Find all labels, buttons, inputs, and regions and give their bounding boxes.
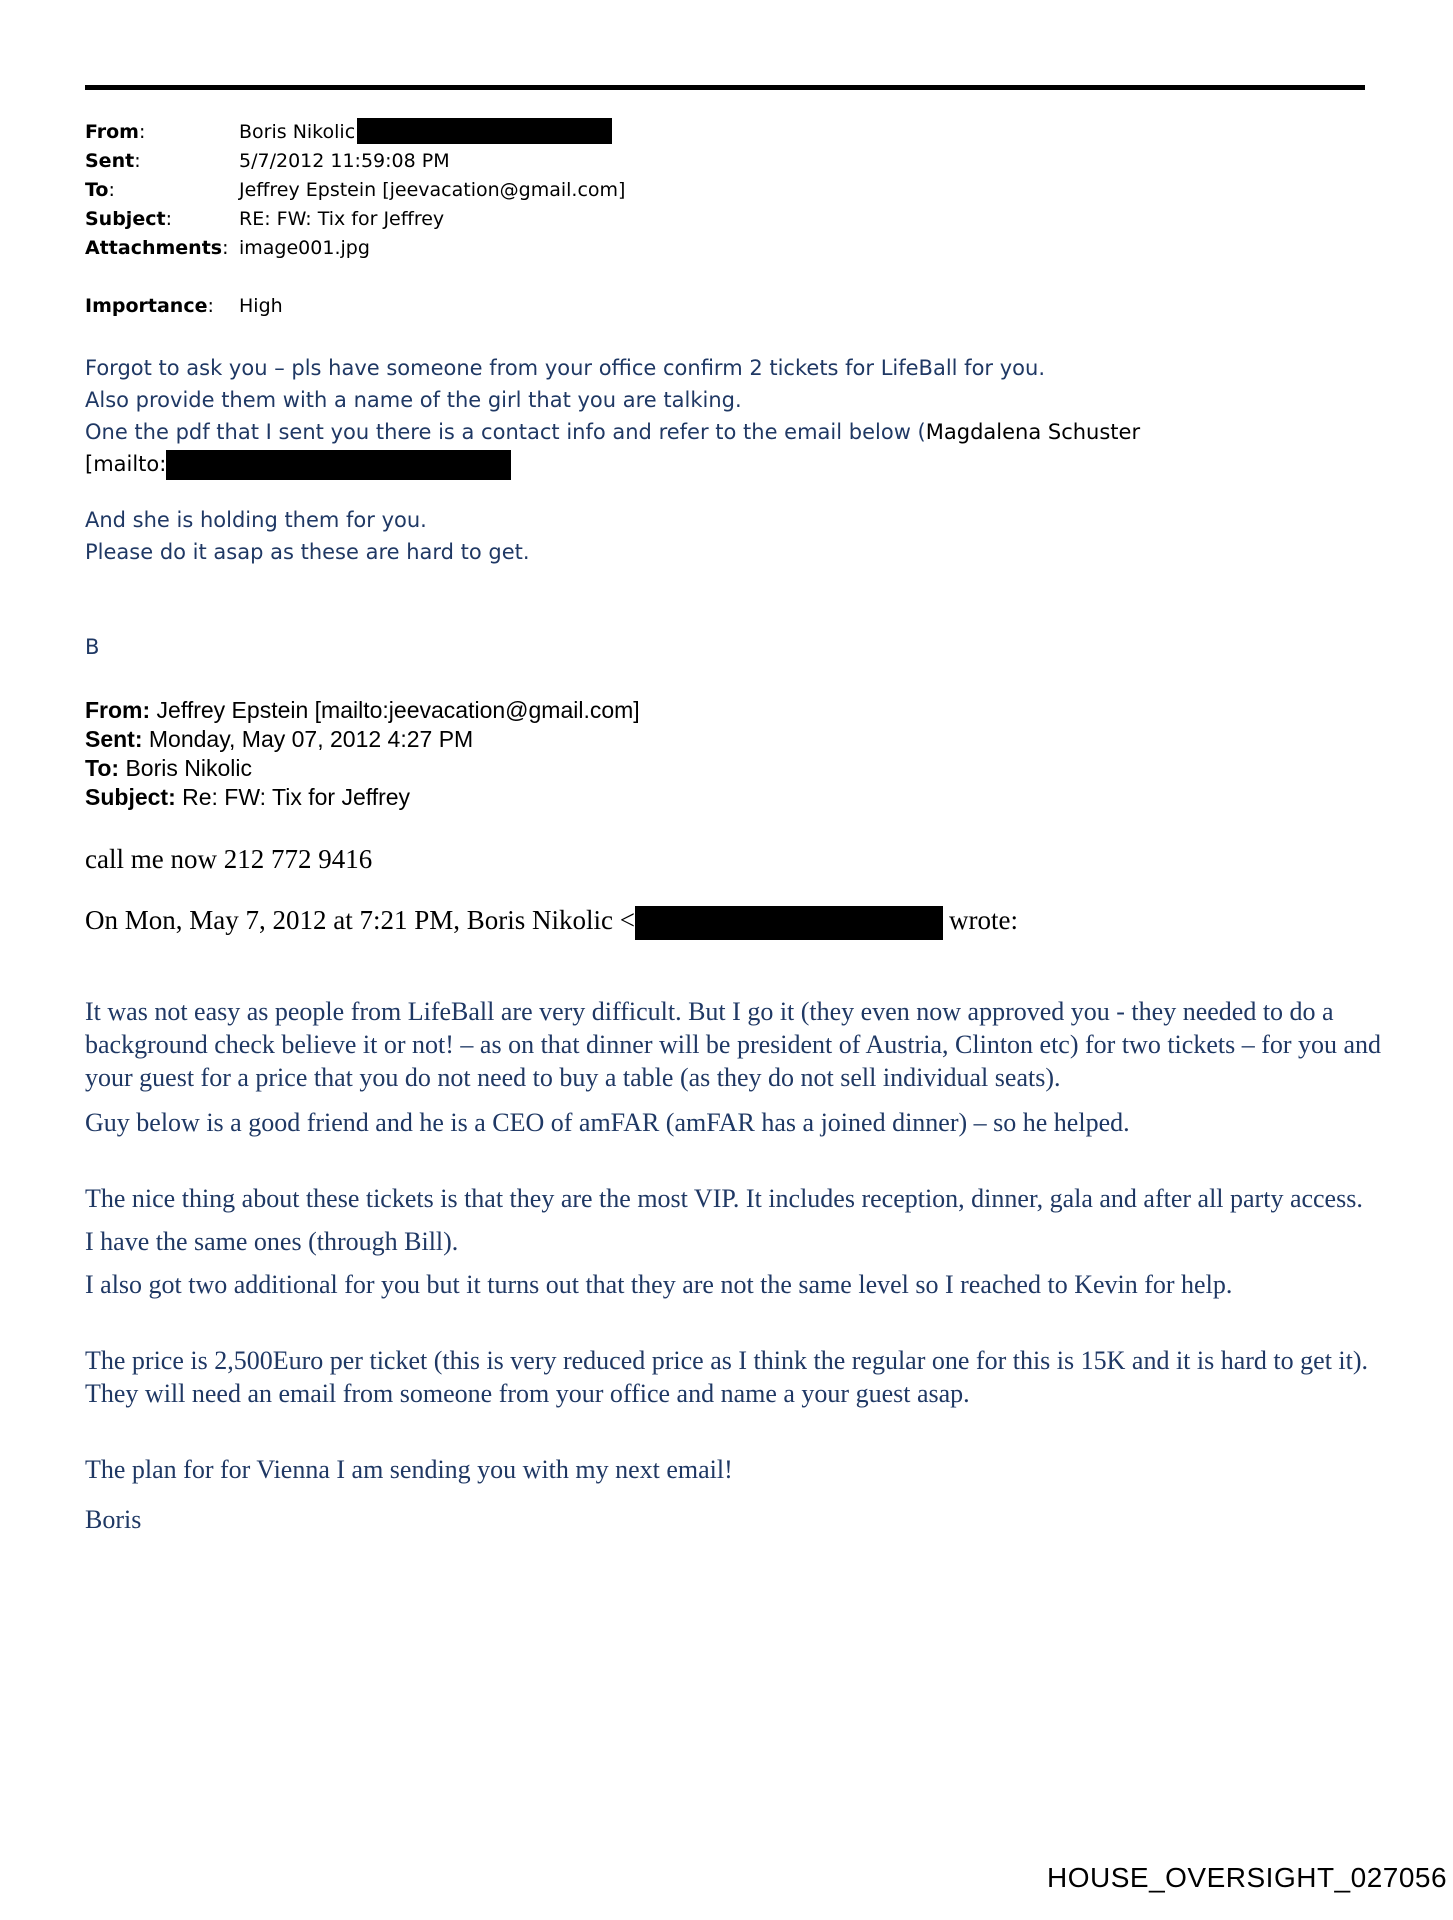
top-rule <box>85 85 1365 90</box>
body-line: Please do it asap as these are hard to get. <box>85 540 530 564</box>
subject-row: Subject: RE: FW: Tix for Jeffrey <box>85 205 625 234</box>
attachments-label: Attachments <box>85 237 223 259</box>
to-row: To: Jeffrey Epstein [jeevacation@gmail.com] <box>85 176 625 205</box>
importance-label: Importance <box>85 295 208 317</box>
importance-value: High <box>239 295 283 317</box>
body-line: One the pdf that I sent you there is a contact info and refer to the email below (Magdalena Schuster <box>85 420 1141 444</box>
from-value: Boris Nikolic <box>239 121 356 143</box>
email-header <box>85 118 625 321</box>
quoted-message <box>85 995 1385 1536</box>
quoted-paragraph: The nice thing about these tickets is that they are the most VIP. It includes reception, dinner, gala and after all party access. <box>85 1184 1363 1213</box>
sent-label: Sent <box>85 150 135 172</box>
prev-from-row: From: Jeffrey Epstein [mailto:jeevacation@gmail.com] <box>85 697 640 723</box>
prev-to-row: To: Boris Nikolic <box>85 755 252 781</box>
importance-row: Importance: High <box>85 292 625 321</box>
redaction-bar <box>357 118 612 144</box>
mailto-line: [mailto: <box>85 448 1365 480</box>
attribution-line: On Mon, May 7, 2012 at 7:21 PM, Boris Nikolic < wrote: <box>85 905 1018 940</box>
previous-body: call me now 212 772 9416 <box>85 844 373 874</box>
message-body <box>85 352 1365 568</box>
sent-value: 5/7/2012 11:59:08 PM <box>239 150 450 172</box>
contact-name: Magdalena Schuster <box>925 420 1141 444</box>
subject-value: RE: FW: Tix for Jeffrey <box>239 208 445 230</box>
to-label: To <box>85 179 109 201</box>
bates-number: HOUSE_OVERSIGHT_027056 <box>1047 1862 1448 1893</box>
from-row: From: Boris Nikolic <box>85 118 625 147</box>
attachments-row: Attachments: image001.jpg <box>85 234 625 263</box>
quoted-paragraph: The price is 2,500Euro per ticket (this is very reduced price as I think the regular one for this is 15K and it is hard to get it). They will need an email from someone from your office and name a your guest asap. <box>85 1346 1369 1408</box>
from-label: From <box>85 121 139 143</box>
attachment-link[interactable]: image001.jpg <box>239 237 370 259</box>
body-line: And she is holding them for you. <box>85 508 427 532</box>
to-value: Jeffrey Epstein [jeevacation@gmail.com] <box>239 179 626 201</box>
prev-subject-row: Subject: Re: FW: Tix for Jeffrey <box>85 784 411 810</box>
previous-email-header <box>85 696 640 812</box>
subject-label: Subject <box>85 208 166 230</box>
quoted-paragraph: I also got two additional for you but it turns out that they are not the same level so I reached to Kevin for help. <box>85 1270 1233 1299</box>
quoted-signature: Boris <box>85 1505 142 1534</box>
quoted-paragraph: Guy below is a good friend and he is a CEO of amFAR (amFAR has a joined dinner) – so he helped. <box>85 1108 1130 1137</box>
body-line: Also provide them with a name of the girl that you are talking. <box>85 388 742 412</box>
sent-row: Sent: 5/7/2012 11:59:08 PM <box>85 147 625 176</box>
quoted-paragraph: I have the same ones (through Bill). <box>85 1227 459 1256</box>
redaction-bar <box>635 906 943 940</box>
redaction-bar <box>166 450 511 480</box>
prev-sent-row: Sent: Monday, May 07, 2012 4:27 PM <box>85 726 474 752</box>
signature: B <box>85 635 100 659</box>
quoted-paragraph: The plan for for Vienna I am sending you with my next email! <box>85 1455 733 1484</box>
body-line: Forgot to ask you – pls have someone from your office confirm 2 tickets for LifeBall for you. <box>85 356 1045 380</box>
quoted-paragraph: It was not easy as people from LifeBall are very difficult. But I go it (they even now approved you - they needed to do a background check believe it or not! – as on that dinner will be president of Austria, Clinton etc) for two tickets – for you and your guest for a price that you do not need to buy a table (as they do not sell individual seats). <box>85 997 1382 1092</box>
